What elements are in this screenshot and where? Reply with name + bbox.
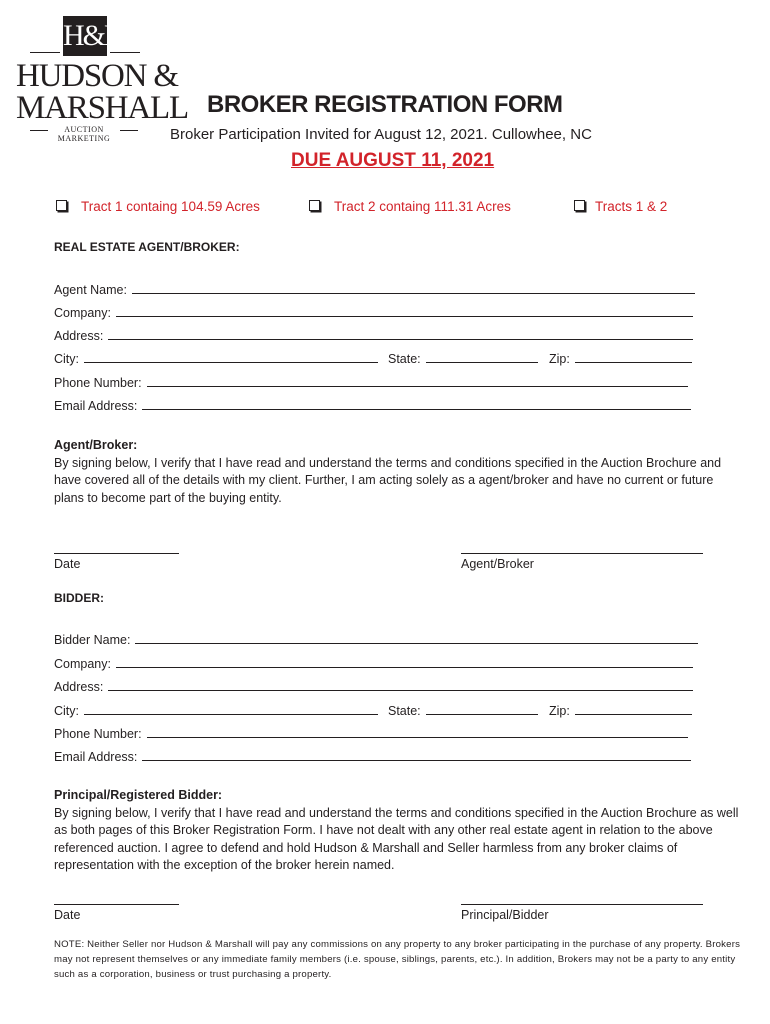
- agent-email-field[interactable]: [54, 397, 691, 414]
- field-label: City:: [54, 352, 79, 366]
- field-label: Phone Number:: [54, 727, 142, 741]
- company-logo: [16, 14, 188, 146]
- option-tracts-both[interactable]: [574, 199, 667, 214]
- option-tract-2[interactable]: [309, 199, 511, 214]
- bidder-email-line[interactable]: [142, 748, 691, 761]
- field-label: Company:: [54, 657, 111, 671]
- agent-company-line[interactable]: [116, 304, 693, 317]
- field-label: Address:: [54, 329, 104, 343]
- bidder-phone-field[interactable]: [54, 725, 688, 742]
- form-subtitle: Broker Participation Invited for August 12, 2021. Cullowhee, NC: [170, 126, 592, 143]
- agent-date-line[interactable]: [54, 553, 179, 554]
- logo-tagline-2: MARKETING: [57, 134, 111, 143]
- agent-city-line[interactable]: [84, 350, 378, 363]
- agent-email-line[interactable]: [142, 397, 691, 410]
- field-label: Agent Name:: [54, 283, 127, 297]
- agent-city-field[interactable]: [54, 350, 378, 367]
- bidder-city-line[interactable]: [84, 702, 378, 715]
- option-label: Tract 2 containg 111.31 Acres: [334, 199, 511, 214]
- field-label: Company:: [54, 306, 111, 320]
- agent-phone-line[interactable]: [147, 374, 688, 387]
- agent-statement-heading: Agent/Broker:: [54, 438, 138, 452]
- bidder-signature-label: Principal/Bidder: [461, 908, 549, 922]
- agent-name-field[interactable]: [54, 281, 695, 298]
- option-tract-1[interactable]: [56, 199, 260, 214]
- bidder-company-field[interactable]: [54, 655, 693, 672]
- bidder-statement: [54, 787, 744, 875]
- bidder-zip-field[interactable]: [549, 702, 692, 719]
- field-label: Email Address:: [54, 750, 138, 764]
- agent-signature-line[interactable]: [461, 553, 703, 554]
- field-label: Email Address:: [54, 399, 138, 413]
- field-label: Bidder Name:: [54, 633, 131, 647]
- form-title: BROKER REGISTRATION FORM: [207, 91, 563, 118]
- agent-address-line[interactable]: [108, 327, 693, 340]
- agent-zip-line[interactable]: [575, 350, 692, 363]
- field-label: Zip:: [549, 352, 570, 366]
- bidder-phone-line[interactable]: [147, 725, 688, 738]
- bidder-state-field[interactable]: [388, 702, 538, 719]
- field-label: State:: [388, 352, 421, 366]
- bidder-state-line[interactable]: [426, 702, 538, 715]
- agent-section-heading: REAL ESTATE AGENT/BROKER:: [54, 240, 240, 254]
- option-label: Tracts 1 & 2: [595, 199, 668, 214]
- bidder-name-field[interactable]: [54, 631, 698, 648]
- logo-rule-left: [30, 52, 60, 53]
- checkbox-icon[interactable]: [574, 200, 585, 211]
- field-label: Phone Number:: [54, 376, 142, 390]
- footer-note: NOTE: Neither Seller nor Hudson & Marshall will pay any commissions on any property to any broker participating in the purchase of any property. Brokers may not represent themselves or any immediate family members (i.e. spouse, siblings, parents, etc.). In addition, Brokers may not be a party to any entity such as a corporation, business or trust purchasing a property.: [54, 939, 741, 980]
- bidder-email-field[interactable]: [54, 748, 691, 765]
- agent-statement: [54, 437, 744, 507]
- agent-phone-field[interactable]: [54, 374, 688, 391]
- agent-zip-field[interactable]: [549, 350, 692, 367]
- option-label: Tract 1 containg 104.59 Acres: [81, 199, 260, 214]
- agent-signature-label: Agent/Broker: [461, 557, 534, 571]
- bidder-statement-heading: Principal/Registered Bidder:: [54, 788, 223, 802]
- bidder-zip-line[interactable]: [575, 702, 692, 715]
- bidder-address-line[interactable]: [108, 678, 693, 691]
- agent-name-line[interactable]: [132, 281, 695, 294]
- logo-tag-rule-right: [120, 130, 138, 131]
- bidder-company-line[interactable]: [116, 655, 693, 668]
- logo-tagline-1: AUCTION: [64, 125, 104, 134]
- agent-statement-text: By signing below, I verify that I have read and understand the terms and conditions specified in the Auction Brochure and have covered all of the details with my client. Further, I am acting solely as a agent/broker and have no current or future plans to become part of the buying entity.: [54, 455, 722, 505]
- bidder-statement-text: By signing below, I verify that I have read and understand the terms and conditions specified in the Auction Brochure as well as both pages of this Broker Registration Form. I have not dealt with any other real estate agent in relation to the above referenced auction. I agree to defend and hold Hudson & Marshall and Seller harmless from any broker claims of representation with the exception of the broker herein named.: [54, 805, 739, 872]
- bidder-address-field[interactable]: [54, 678, 693, 695]
- bidder-name-line[interactable]: [135, 631, 698, 644]
- bidder-section-heading: BIDDER:: [54, 591, 104, 605]
- field-label: Address:: [54, 680, 104, 694]
- bidder-date-line[interactable]: [54, 904, 179, 905]
- agent-date-label: Date: [54, 557, 81, 571]
- agent-state-field[interactable]: [388, 350, 538, 367]
- agent-state-line[interactable]: [426, 350, 538, 363]
- due-date: DUE AUGUST 11, 2021: [291, 150, 495, 171]
- agent-company-field[interactable]: [54, 304, 693, 321]
- logo-rule-right: [110, 52, 140, 53]
- agent-address-field[interactable]: [54, 327, 693, 344]
- logo-monogram: H&M: [63, 16, 107, 56]
- field-label: Zip:: [549, 704, 570, 718]
- logo-name-line2: MARSHALL: [16, 90, 188, 126]
- logo-name-line1: HUDSON &: [16, 58, 178, 94]
- bidder-signature-line[interactable]: [461, 904, 703, 905]
- bidder-date-label: Date: [54, 908, 81, 922]
- bidder-city-field[interactable]: [54, 702, 378, 719]
- field-label: City:: [54, 704, 79, 718]
- field-label: State:: [388, 704, 421, 718]
- checkbox-icon[interactable]: [56, 200, 67, 211]
- logo-tag-rule-left: [30, 130, 48, 131]
- checkbox-icon[interactable]: [309, 200, 320, 211]
